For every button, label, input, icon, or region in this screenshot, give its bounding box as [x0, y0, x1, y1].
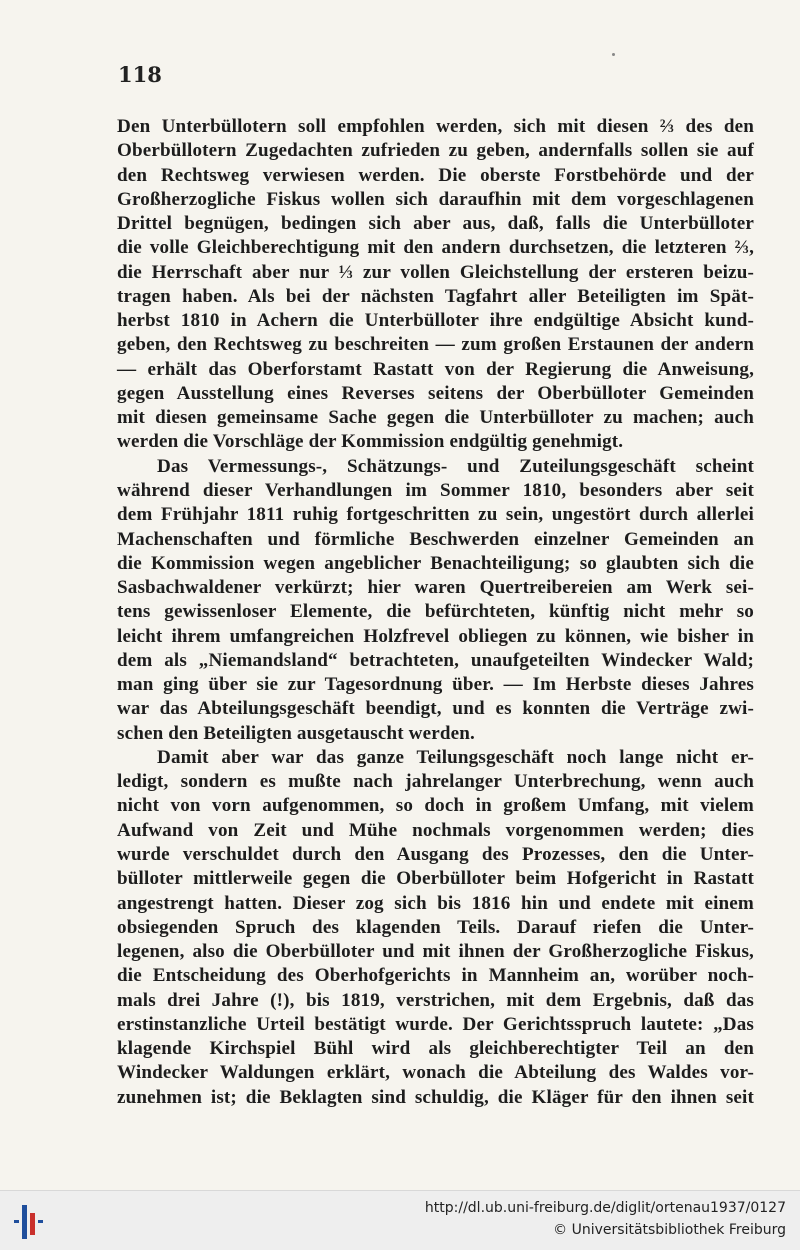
- text-line: zunehmen ist; die Beklagten sind schuldig, die Kläger für den ihnen seit: [117, 1086, 754, 1108]
- text-line: schen den Beteiligten ausgetauscht werden.: [117, 722, 475, 744]
- text-line: Oberbüllotern Zugedachten zufrieden zu geben, andernfalls sollen sie auf: [117, 140, 754, 162]
- text-line: Drittel begnügen, bedingen sich aber aus, daß, falls die Unterbülloter: [117, 213, 754, 235]
- text-line: tragen haben. Als bei der nächsten Tagfahrt aller Beteiligten im Spät-: [117, 285, 754, 307]
- text-line: Damit aber war das ganze Teilungsgeschäft noch lange nicht er-: [157, 746, 754, 768]
- page-number: 118: [118, 62, 162, 87]
- text-line: Aufwand von Zeit und Mühe nochmals vorgenommen werden; dies: [117, 819, 754, 841]
- text-line: Sasbachwaldener verkürzt; hier waren Quertreibereien am Werk sei-: [117, 577, 754, 599]
- paragraph: [117, 115, 754, 455]
- text-line: gegen Ausstellung eines Reverses seitens der Oberbülloter Gemeinden: [117, 382, 754, 404]
- body-text: [117, 115, 754, 1110]
- paragraph: [117, 746, 754, 1110]
- text-line: wurde verschuldet durch den Ausgang des Prozesses, den die Unter-: [117, 843, 754, 865]
- text-line: den Rechtsweg verwiesen werden. Die oberste Forstbehörde und der: [117, 164, 754, 186]
- paragraph: [117, 455, 754, 746]
- text-line: — erhält das Oberforstamt Rastatt von der Regierung die Anweisung,: [117, 358, 754, 380]
- text-line: angestrengt hatten. Dieser zog sich bis 1816 hin und endete mit einem: [117, 892, 754, 914]
- scan-speck: [612, 53, 615, 56]
- text-line: dem als „Niemandsland“ betrachteten, unaufgeteilten Windecker Wald;: [117, 649, 754, 671]
- text-line: Das Vermessungs-, Schätzungs- und Zuteilungsgeschäft scheint: [157, 455, 754, 477]
- text-line: bülloter mittlerweile gegen die Oberbülloter beim Hofgericht in Rastatt: [117, 868, 754, 890]
- footer-copyright: © Universitätsbibliothek Freiburg: [553, 1222, 786, 1238]
- footer-bar: [0, 1190, 800, 1250]
- text-line: die Kommission wegen angeblicher Benachteiligung; so glaubten sich die: [117, 552, 754, 574]
- text-line: legenen, also die Oberbülloter und mit ihnen der Großherzogliche Fiskus,: [117, 941, 754, 963]
- text-line: die volle Gleichberechtigung mit den andern durchsetzen, die letzteren ⅔,: [117, 237, 754, 259]
- text-line: werden die Vorschläge der Kommission endgültig genehmigt.: [117, 431, 624, 453]
- text-line: erstinstanzliche Urteil bestätigt wurde. Der Gerichtsspruch lautete: „Das: [117, 1013, 754, 1035]
- text-line: Den Unterbüllotern soll empfohlen werden, sich mit diesen ⅔ des den: [117, 116, 754, 137]
- text-line: die Herrschaft aber nur ⅓ zur vollen Gleichstellung der ersteren beizu-: [117, 261, 754, 283]
- ub-freiburg-logo-icon: [10, 1201, 52, 1241]
- footer-url-link[interactable]: http://dl.ub.uni-freiburg.de/diglit/ortenau1937/0127: [424, 1200, 786, 1216]
- text-line: tens gewissenloser Elemente, die befürchteten, künftig nicht mehr so: [117, 601, 754, 623]
- text-line: mals drei Jahre (!), bis 1819, verstrichen, mit dem Ergebnis, daß das: [117, 989, 754, 1011]
- text-line: klagende Kirchspiel Bühl wird als gleichberechtigter Teil an den: [117, 1038, 754, 1060]
- text-line: die Entscheidung des Oberhofgerichts in Mannheim an, worüber noch-: [117, 965, 754, 987]
- text-line: leicht ihrem umfangreichen Holzfrevel obliegen zu können, wie bisher in: [117, 625, 754, 647]
- text-line: herbst 1810 in Achern die Unterbülloter ihre endgültige Absicht kund-: [117, 310, 754, 332]
- text-line: nicht von vorn aufgenommen, so doch in großem Umfang, mit vielem: [117, 795, 754, 817]
- text-line: während dieser Verhandlungen im Sommer 1810, besonders aber seit: [117, 479, 754, 501]
- text-line: Großherzogliche Fiskus wollen sich daraufhin mit dem vorgeschlagenen: [117, 188, 754, 210]
- text-line: obsiegenden Spruch des klagenden Teils. Darauf riefen die Unter-: [117, 916, 754, 938]
- text-line: mit diesen gemeinsame Sache gegen die Unterbülloter zu machen; auch: [117, 407, 754, 429]
- text-line: Machenschaften und förmliche Beschwerden einzelner Gemeinden an: [117, 528, 754, 550]
- text-line: man ging über sie zur Tagesordnung über. — Im Herbste dieses Jahres: [117, 674, 754, 696]
- text-line: war das Abteilungsgeschäft beendigt, und es konnten die Verträge zwi-: [117, 698, 754, 720]
- text-line: ledigt, sondern es mußte nach jahrelanger Unterbrechung, wenn auch: [117, 771, 754, 793]
- text-line: geben, den Rechtsweg zu beschreiten — zum großen Erstaunen der andern: [117, 334, 754, 356]
- text-line: Windecker Waldungen erklärt, wonach die Abteilung des Waldes vor-: [117, 1062, 754, 1084]
- text-line: dem Frühjahr 1811 ruhig fortgeschritten zu sein, ungestört durch allerlei: [117, 504, 754, 526]
